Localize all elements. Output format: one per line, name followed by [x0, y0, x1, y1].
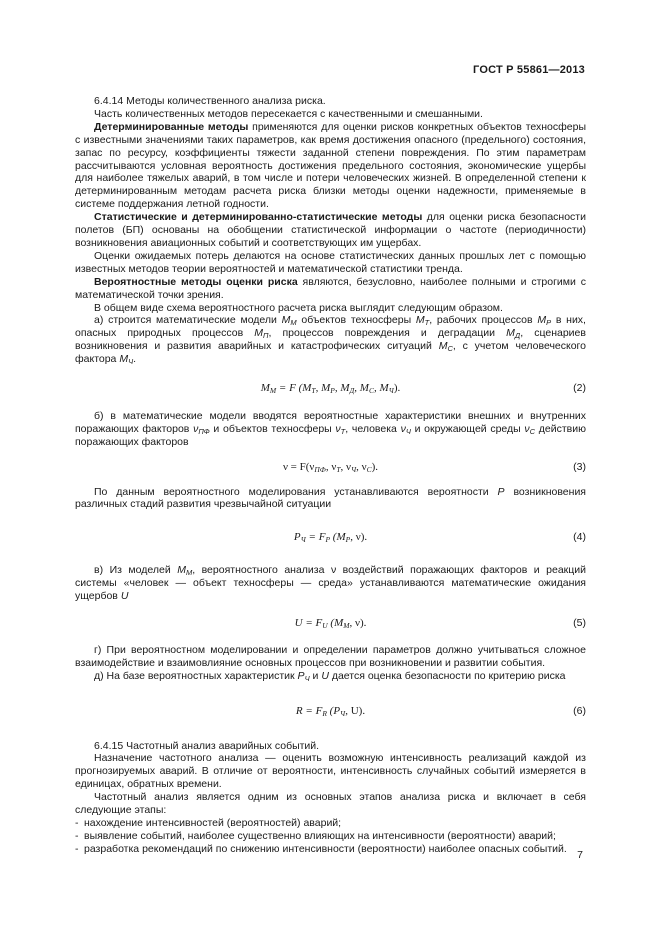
item-g: г) При вероятностном моделировании и определении параметров должно учитываться сложное взаимодействие и взаимовлияние основных процессов при возникновении и развитии события.: [75, 643, 586, 669]
page-content: [75, 95, 586, 856]
list-item: - выявление событий, наиболее существенно влияющих на интенсивности (вероятности) аварий;: [75, 829, 556, 842]
formula-6: $R = F_R$ ($P_Ч$, U). (6): [295, 704, 586, 718]
standard-header: ГОСТ Р 55861—2013: [473, 64, 585, 76]
page-number: 7: [577, 849, 583, 861]
paragraph: В общем виде схема вероятностного расчета риска выглядит следующим образом.: [94, 301, 503, 314]
paragraph-deterministic: Детерминированные методы применяются для оценки рисков конкретных объектов техносферы с известными значениями таких параметров, как время достижения опасного (предельного) состояния, запас по ресурсу, коэффициенты тяжести заданной степени повреждения. По этим параметрам рассчитываются условная вероятность достижения предельного состояния, экономические ущербы для наиболее тяжелых аварий, в том числе и потери человеческих жизней. В определенной степени к детерминированным методам расчета риска близки методы оценки надежности, применяемые в системе поддержания летной годности.: [75, 120, 586, 211]
paragraph: Назначение частотного анализа — оценить возможную интенсивность реализаций каждой из прогнозируемых аварий. В отличие от вероятности, интенсивность случайных событий измеряется в единицах, обратных времени.: [75, 752, 586, 791]
formula-2: $M_M = F$ ($M_T$, $M_P$, $M_Д$, $M_C$, $M_Ч$). (2): [260, 382, 586, 396]
formula-4: $P_Ч = F_P$ ($M_P$, ν). (4): [293, 531, 586, 545]
formula-number: (3): [573, 460, 586, 473]
list-item: - разработка рекомендаций по снижению интенсивности (вероятности) наиболее опасных событий.: [75, 842, 567, 855]
item-v: в) Из моделей $M_M$, вероятностного анализа ν воздействий поражающих факторов и реакций системы «человек — объект техносферы — среда» устанавливаются математические ожидания ущербов U: [75, 564, 586, 603]
paragraph: Частотный анализ является одним из основных этапов анализа риска и включает в себя следующие этапы:: [75, 791, 586, 817]
paragraph: Часть количественных методов пересекается с качественными и смешанными.: [94, 107, 483, 120]
item-a: а) строится математические модели $M_M$ объектов техносферы $M_T$, рабочих процессов $M_P$ в них, опасных природных процессов $M_П$, процессов повреждения и деградации $M_Д$, сценариев возникновения и развития аварийных и катастрофических ситуаций $M_C$, с учетом человеческого фактора $M_Ч$.: [75, 314, 586, 367]
formula-number: (5): [573, 617, 586, 629]
formula-5: $U = F_U$ ($M_M$, ν). (5): [294, 617, 586, 630]
paragraph-probabilities: По данным вероятностного моделирования устанавливаются вероятности P возникновения различных стадий развития чрезвычайной ситуации: [75, 485, 586, 511]
section-heading-6-4-15: 6.4.15 Частотный анализ аварийных событий.: [94, 739, 320, 752]
item-d: д) На базе вероятностных характеристик $P_Ч$ и U дается оценка безопасности по критерию риска: [94, 669, 566, 683]
formula-number: (6): [573, 704, 586, 717]
formula-3: $\nu = F(\nu_{ПФ}$, $\nu_T$, $\nu_Ч$, $\nu_C$). (3): [282, 460, 586, 474]
formula-number: (4): [573, 531, 586, 544]
paragraph: Оценки ожидаемых потерь делаются на основе статистических данных прошлых лет с помощью известных методов теории вероятностей и математической статистики тренда.: [75, 249, 586, 275]
list-item: - нахождение интенсивностей (вероятностей) аварий;: [75, 816, 342, 829]
section-heading-6-4-14: 6.4.14 Методы количественного анализа риска.: [94, 95, 326, 107]
formula-number: (2): [573, 382, 586, 395]
item-b: б) в математические модели вводятся вероятностные характеристики внешних и внутренних поражающих факторов $\nu_{ПФ}$ и объектов техносферы $\nu_T$, человека $\nu_Ч$ и окружающей среды $\nu_C$ действию поражающих факторов: [75, 409, 586, 448]
paragraph-statistical: Статистические и детерминированно-статистические методы для оценки риска безопасности полетов (БП) основаны на обобщении статистической информации о частоте (периодичности) возникновения авиационных событий и соответствующих им ущербах.: [75, 211, 586, 249]
paragraph-probabilistic: Вероятностные методы оценки риска являются, безусловно, наиболее полными и строгими с математической точки зрения.: [75, 275, 586, 301]
